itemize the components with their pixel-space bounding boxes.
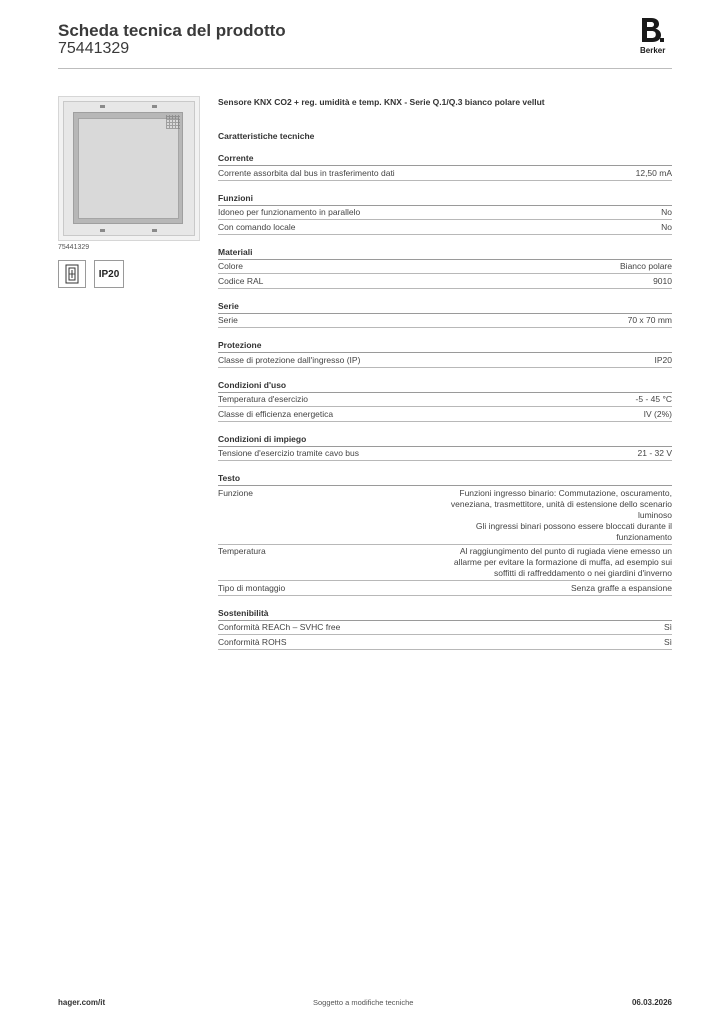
- spec-section: [218, 380, 672, 422]
- spec-row: [218, 545, 672, 582]
- flush-mount-icon: [59, 261, 85, 287]
- spec-label: Temperatura: [218, 546, 266, 556]
- spec-row: [218, 393, 672, 408]
- spec-value: Al raggiungimento del punto di rugiada viene emesso un allarme per evitare la formazione di muffa, ad esempio sui soffitti di raffreddamento o nei giardini d'inverno: [453, 546, 672, 578]
- spec-label: Serie: [218, 315, 238, 325]
- spec-row: [218, 260, 672, 275]
- spec-row: [218, 486, 672, 545]
- spec-value: No: [661, 207, 672, 217]
- spec-label: Temperatura d'esercizio: [218, 394, 308, 404]
- section-heading: Materiali: [218, 247, 672, 260]
- section-heading: Corrente: [218, 153, 672, 166]
- spec-label: Classe di efficienza energetica: [218, 408, 334, 419]
- spec-row: [218, 206, 672, 221]
- vent-grid-icon: [166, 115, 180, 129]
- spec-value: -5 - 45 °C: [635, 394, 672, 404]
- spec-value: Bianco polare: [620, 261, 672, 271]
- footer-date: 06.03.2026: [631, 998, 672, 1007]
- spec-value: Sì: [663, 636, 672, 647]
- spec-row: [218, 635, 672, 650]
- spec-value: IV (2%): [643, 408, 672, 419]
- header-divider: [58, 68, 672, 69]
- image-caption-code: 75441329: [58, 244, 90, 251]
- product-image: [58, 96, 200, 241]
- spec-value: Senza graffe a espansione: [571, 582, 672, 593]
- spec-label: Funzione: [218, 487, 253, 498]
- spec-section: [218, 608, 672, 650]
- spec-value: Sì: [663, 622, 672, 632]
- footer-disclaimer: Soggetto a modifiche tecniche: [313, 998, 414, 1007]
- spec-row: [218, 274, 672, 289]
- spec-row: [218, 353, 672, 368]
- spec-section: [218, 301, 672, 329]
- spec-row: [218, 314, 672, 329]
- spec-row: [218, 447, 672, 462]
- spec-row: [218, 581, 672, 596]
- spec-section: [218, 340, 672, 368]
- spec-label: Idoneo per funzionamento in parallelo: [218, 207, 361, 217]
- section-heading: Condizioni d'uso: [218, 380, 672, 393]
- sensor-panel: [78, 118, 179, 219]
- section-heading: Serie: [218, 301, 672, 314]
- spec-label: Tipo di montaggio: [218, 582, 286, 593]
- spec-row: [218, 166, 672, 181]
- section-heading: Funzioni: [218, 193, 672, 206]
- spec-value: 9010: [653, 275, 672, 286]
- berker-b-icon: [640, 17, 664, 43]
- spec-section: [218, 473, 672, 596]
- spec-row: [218, 220, 672, 235]
- spec-value: IP20: [654, 354, 672, 365]
- spec-section: [218, 247, 672, 289]
- sensor-housing: [73, 112, 183, 224]
- spec-value: 70 x 70 mm: [627, 315, 672, 325]
- spec-section: [218, 193, 672, 235]
- spec-value: Funzioni ingresso binario: Commutazione, oscuramento, veneziana, trasmettitore, unità di estensione dello scenario luminoso Gli ingressi binari possono essere bloccati durante il funzionamento: [450, 487, 672, 542]
- tech-heading: Caratteristiche tecniche: [218, 131, 315, 141]
- product-code: 75441329: [58, 40, 130, 57]
- spec-label: Conformità REACh – SVHC free: [218, 622, 341, 632]
- ip20-badge: IP20: [94, 260, 124, 288]
- cover-frame: [63, 101, 195, 236]
- spec-row: [218, 407, 672, 422]
- spec-content: [218, 96, 672, 650]
- section-heading: Condizioni di impiego: [218, 434, 672, 447]
- page-title: Scheda tecnica del prodotto: [58, 21, 286, 40]
- spec-section: [218, 434, 672, 462]
- footer-website-link[interactable]: hager.com/it: [58, 998, 106, 1007]
- spec-label: Tensione d'esercizio tramite cavo bus: [218, 448, 359, 458]
- brand-name: Berker: [640, 46, 666, 55]
- product-title: Sensore KNX CO2 + reg. umidità e temp. KNX - Serie Q.1/Q.3 bianco polare vellut: [218, 97, 545, 107]
- section-heading: Testo: [218, 473, 672, 486]
- spec-label: Conformità ROHS: [218, 636, 287, 647]
- spec-value: 21 - 32 V: [637, 448, 672, 458]
- spec-label: Con comando locale: [218, 221, 296, 232]
- section-heading: Protezione: [218, 340, 672, 353]
- spec-row: [218, 621, 672, 636]
- spec-sections: [218, 153, 672, 650]
- spec-label: Classe di protezione dall'ingresso (IP): [218, 354, 361, 365]
- spec-section: [218, 153, 672, 181]
- spec-label: Codice RAL: [218, 275, 264, 286]
- brand-logo: [640, 17, 674, 55]
- spec-label: Colore: [218, 261, 244, 271]
- section-heading: Sostenibilità: [218, 608, 672, 621]
- spec-value: No: [661, 221, 672, 232]
- flush-mount-badge: [58, 260, 86, 288]
- spec-label: Corrente assorbita dal bus in trasferimento dati: [218, 167, 395, 178]
- spec-value: 12,50 mA: [635, 167, 672, 178]
